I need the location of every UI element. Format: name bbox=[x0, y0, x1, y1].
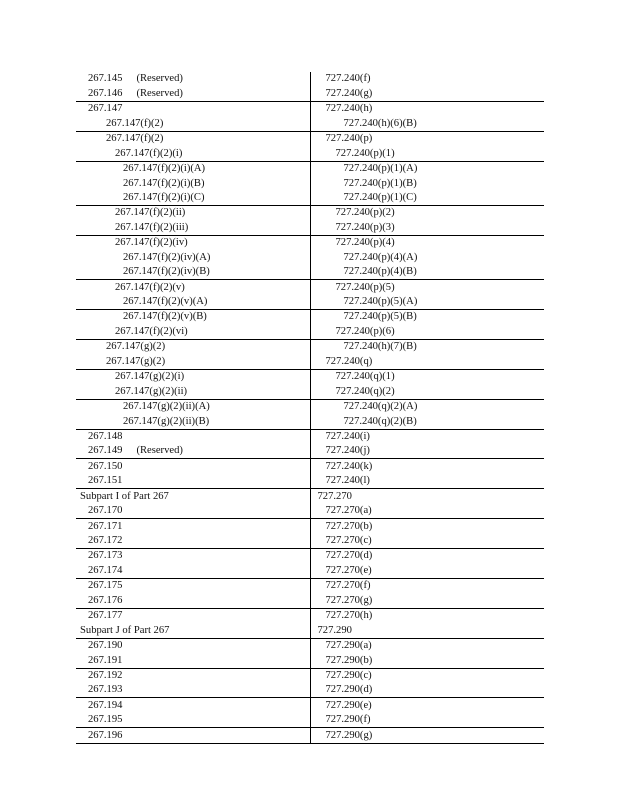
new-citation-cell bbox=[310, 384, 544, 399]
table-row bbox=[76, 444, 544, 459]
table-row bbox=[76, 161, 544, 176]
table-row bbox=[76, 295, 544, 310]
old-citation-cell bbox=[76, 608, 310, 623]
old-citation: 267.147(f)(2)(iv)(B) bbox=[123, 266, 210, 278]
old-citation: 267.191 bbox=[88, 654, 123, 666]
old-citation-cell bbox=[76, 668, 310, 683]
new-citation: 727.290(b) bbox=[325, 654, 373, 666]
old-citation: 267.147(f)(2)(i)(B) bbox=[123, 177, 205, 189]
old-citation-cell bbox=[76, 399, 310, 414]
table-row bbox=[76, 205, 544, 220]
table-row bbox=[76, 324, 544, 339]
new-citation: 727.290(c) bbox=[325, 669, 372, 681]
table-row bbox=[76, 146, 544, 161]
table-row bbox=[76, 474, 544, 489]
table-row bbox=[76, 489, 544, 504]
old-citation: 267.192 bbox=[88, 669, 123, 681]
new-citation: 727.240(g) bbox=[325, 87, 373, 99]
new-citation-cell bbox=[310, 653, 544, 668]
old-citation: 267.147(f)(2)(i) bbox=[115, 147, 183, 159]
old-citation: 267.147(f)(2)(i)(C) bbox=[123, 191, 205, 203]
old-citation-cell bbox=[76, 489, 310, 504]
new-citation-cell bbox=[310, 339, 544, 354]
old-citation-cell bbox=[76, 280, 310, 295]
new-citation: 727.240(q)(2)(B) bbox=[343, 415, 417, 427]
old-citation: 267.173 bbox=[88, 550, 123, 562]
old-citation: 267.147(f)(2) bbox=[106, 133, 164, 145]
table-row bbox=[76, 116, 544, 131]
old-citation-cell bbox=[76, 116, 310, 131]
old-citation-cell bbox=[76, 339, 310, 354]
new-citation: 727.270(a) bbox=[325, 505, 372, 517]
table-row bbox=[76, 593, 544, 608]
new-citation-cell bbox=[310, 116, 544, 131]
new-citation-cell bbox=[310, 728, 544, 743]
table-row bbox=[76, 131, 544, 146]
old-citation: 267.147(f)(2)(vi) bbox=[115, 325, 188, 337]
new-citation: 727.270(h) bbox=[325, 610, 373, 622]
new-citation-cell bbox=[310, 161, 544, 176]
new-citation-cell bbox=[310, 72, 544, 86]
new-citation-cell bbox=[310, 354, 544, 369]
old-citation: 267.147 bbox=[88, 103, 123, 115]
old-citation: 267.150 bbox=[88, 460, 123, 472]
new-citation: 727.240(p)(1)(B) bbox=[343, 177, 417, 189]
new-citation-cell bbox=[310, 191, 544, 206]
new-citation-cell bbox=[310, 623, 544, 638]
table-row bbox=[76, 265, 544, 280]
new-citation: 727.240(p)(4)(A) bbox=[343, 251, 418, 263]
new-citation: 727.270(g) bbox=[325, 594, 373, 606]
old-citation: 267.148 bbox=[88, 430, 123, 442]
table-row bbox=[76, 683, 544, 698]
table-row bbox=[76, 176, 544, 190]
new-citation: 727.240(p)(5)(A) bbox=[343, 296, 418, 307]
old-citation: Subpart I of Part 267 bbox=[80, 490, 169, 502]
old-citation-cell bbox=[76, 429, 310, 444]
new-citation-cell bbox=[310, 146, 544, 161]
cross-reference-table bbox=[76, 72, 544, 744]
new-citation: 727.270(f) bbox=[325, 580, 371, 592]
old-citation-cell bbox=[76, 191, 310, 206]
table-row bbox=[76, 72, 544, 86]
old-citation-cell bbox=[76, 459, 310, 474]
old-citation-cell bbox=[76, 295, 310, 310]
old-citation-cell bbox=[76, 369, 310, 384]
table-row bbox=[76, 563, 544, 578]
old-citation-cell bbox=[76, 728, 310, 743]
table-row bbox=[76, 698, 544, 713]
reserved-note: (Reserved) bbox=[136, 445, 183, 457]
new-citation: 727.290(g) bbox=[325, 729, 373, 741]
old-citation-cell bbox=[76, 713, 310, 728]
old-citation: 267.147(f)(2)(iv)(A) bbox=[123, 251, 211, 263]
new-citation: 727.240(j) bbox=[325, 445, 370, 457]
new-citation: 727.240(p)(4) bbox=[335, 237, 395, 249]
old-citation: 267.146 bbox=[88, 87, 123, 99]
old-citation: 267.177 bbox=[88, 610, 123, 622]
table-row bbox=[76, 280, 544, 295]
new-citation: 727.290(d) bbox=[325, 684, 373, 696]
table-row bbox=[76, 549, 544, 564]
new-citation-cell bbox=[310, 608, 544, 623]
new-citation-cell bbox=[310, 235, 544, 250]
old-citation-cell bbox=[76, 131, 310, 146]
new-citation: 727.240(p)(5)(B) bbox=[343, 311, 417, 323]
new-citation-cell bbox=[310, 250, 544, 264]
old-citation-cell bbox=[76, 324, 310, 339]
new-citation-cell bbox=[310, 683, 544, 698]
old-citation: 267.147(g)(2) bbox=[106, 341, 166, 353]
new-citation-cell bbox=[310, 578, 544, 593]
old-citation: 267.147(g)(2)(ii)(B) bbox=[123, 415, 210, 427]
old-citation: 267.174 bbox=[88, 564, 123, 576]
new-citation-cell bbox=[310, 534, 544, 549]
old-citation: 267.147(g)(2)(ii)(A) bbox=[123, 401, 210, 413]
old-citation: 267.195 bbox=[88, 714, 123, 726]
old-citation-cell bbox=[76, 310, 310, 325]
new-citation-cell bbox=[310, 280, 544, 295]
old-citation: 267.147(f)(2)(v) bbox=[115, 281, 185, 293]
new-citation: 727.270(c) bbox=[325, 535, 372, 546]
new-citation-cell bbox=[310, 698, 544, 713]
new-citation: 727.270(b) bbox=[325, 520, 373, 532]
new-citation-cell bbox=[310, 295, 544, 310]
new-citation: 727.240(f) bbox=[325, 73, 371, 85]
table-row bbox=[76, 399, 544, 414]
new-citation: 727.240(l) bbox=[325, 475, 370, 487]
table-row bbox=[76, 728, 544, 743]
new-citation-cell bbox=[310, 519, 544, 534]
old-citation-cell bbox=[76, 698, 310, 713]
old-citation-cell bbox=[76, 534, 310, 549]
new-citation-cell bbox=[310, 549, 544, 564]
old-citation-cell bbox=[76, 384, 310, 399]
new-citation: 727.290(e) bbox=[325, 699, 372, 711]
new-citation-cell bbox=[310, 489, 544, 504]
old-citation-cell bbox=[76, 504, 310, 519]
old-citation-cell bbox=[76, 623, 310, 638]
old-citation: 267.147(f)(2)(v)(A) bbox=[123, 296, 208, 307]
old-citation-cell bbox=[76, 549, 310, 564]
old-citation: 267.147(f)(2)(i)(A) bbox=[123, 163, 206, 175]
new-citation: 727.240(i) bbox=[325, 430, 370, 442]
table-row bbox=[76, 310, 544, 325]
new-citation-cell bbox=[310, 324, 544, 339]
table-row bbox=[76, 608, 544, 623]
old-citation-cell bbox=[76, 265, 310, 280]
old-citation-cell bbox=[76, 250, 310, 264]
old-citation-cell bbox=[76, 638, 310, 653]
new-citation: 727.240(p)(1) bbox=[335, 147, 395, 159]
old-citation-cell bbox=[76, 653, 310, 668]
new-citation-cell bbox=[310, 593, 544, 608]
table-row bbox=[76, 339, 544, 354]
table-row bbox=[76, 429, 544, 444]
new-citation-cell bbox=[310, 638, 544, 653]
old-citation: 267.147(g)(2)(i) bbox=[115, 371, 185, 383]
new-citation: 727.290(a) bbox=[325, 640, 372, 652]
old-citation: 267.149 bbox=[88, 445, 123, 457]
new-citation-cell bbox=[310, 399, 544, 414]
old-citation: 267.193 bbox=[88, 684, 123, 696]
old-citation: 267.147(f)(2)(v)(B) bbox=[123, 311, 207, 323]
new-citation: 727.240(p) bbox=[325, 133, 373, 145]
new-citation-cell bbox=[310, 563, 544, 578]
table-row bbox=[76, 653, 544, 668]
table-row bbox=[76, 638, 544, 653]
old-citation: 267.147(g)(2)(ii) bbox=[115, 385, 188, 397]
new-citation: 727.240(q)(1) bbox=[335, 371, 395, 383]
new-citation: 727.240(k) bbox=[325, 460, 373, 472]
new-citation: 727.240(h)(7)(B) bbox=[343, 341, 417, 353]
new-citation-cell bbox=[310, 668, 544, 683]
old-citation: Subpart J of Part 267 bbox=[80, 624, 170, 636]
old-citation: 267.147(g)(2) bbox=[106, 355, 166, 367]
old-citation-cell bbox=[76, 220, 310, 235]
reserved-note: (Reserved) bbox=[136, 87, 183, 99]
old-citation-cell bbox=[76, 519, 310, 534]
new-citation: 727.290 bbox=[317, 624, 352, 636]
old-citation: 267.147(f)(2)(iv) bbox=[115, 237, 188, 249]
old-citation: 267.151 bbox=[88, 475, 123, 487]
old-citation-cell bbox=[76, 161, 310, 176]
new-citation: 727.240(p)(2) bbox=[335, 207, 395, 219]
table-row bbox=[76, 384, 544, 399]
new-citation: 727.270 bbox=[317, 490, 352, 502]
new-citation: 727.240(p)(6) bbox=[335, 325, 395, 337]
old-citation: 267.176 bbox=[88, 594, 123, 606]
old-citation-cell bbox=[76, 683, 310, 698]
old-citation-cell bbox=[76, 444, 310, 459]
old-citation-cell bbox=[76, 235, 310, 250]
new-citation-cell bbox=[310, 220, 544, 235]
old-citation-cell bbox=[76, 205, 310, 220]
old-citation: 267.147(f)(2) bbox=[106, 117, 164, 129]
table-row bbox=[76, 623, 544, 638]
old-citation-cell bbox=[76, 354, 310, 369]
new-citation: 727.240(p)(5) bbox=[335, 281, 395, 293]
table-row bbox=[76, 86, 544, 101]
table-row bbox=[76, 191, 544, 206]
table-row bbox=[76, 354, 544, 369]
new-citation-cell bbox=[310, 131, 544, 146]
new-citation-cell bbox=[310, 265, 544, 280]
new-citation-cell bbox=[310, 459, 544, 474]
table-row bbox=[76, 459, 544, 474]
new-citation: 727.240(h) bbox=[325, 103, 373, 115]
old-citation-cell bbox=[76, 563, 310, 578]
new-citation-cell bbox=[310, 429, 544, 444]
old-citation-cell bbox=[76, 101, 310, 116]
new-citation-cell bbox=[310, 504, 544, 519]
old-citation: 267.145 bbox=[88, 73, 123, 85]
table-row bbox=[76, 369, 544, 384]
table-row bbox=[76, 250, 544, 264]
table-row bbox=[76, 519, 544, 534]
old-citation-cell bbox=[76, 146, 310, 161]
old-citation: 267.196 bbox=[88, 729, 123, 741]
old-citation-cell bbox=[76, 176, 310, 190]
new-citation-cell bbox=[310, 205, 544, 220]
old-citation: 267.147(f)(2)(ii) bbox=[115, 207, 186, 219]
new-citation: 727.290(f) bbox=[325, 714, 371, 726]
new-citation-cell bbox=[310, 310, 544, 325]
new-citation: 727.240(p)(3) bbox=[335, 221, 395, 233]
old-citation-cell bbox=[76, 72, 310, 86]
old-citation: 267.172 bbox=[88, 535, 123, 546]
old-citation-cell bbox=[76, 86, 310, 101]
table-row bbox=[76, 101, 544, 116]
new-citation-cell bbox=[310, 474, 544, 489]
new-citation-cell bbox=[310, 414, 544, 429]
new-citation: 727.240(q)(2) bbox=[335, 385, 395, 397]
new-citation-cell bbox=[310, 444, 544, 459]
new-citation-cell bbox=[310, 713, 544, 728]
old-citation: 267.170 bbox=[88, 505, 123, 517]
old-citation: 267.171 bbox=[88, 520, 123, 532]
new-citation: 727.240(q)(2)(A) bbox=[343, 401, 418, 413]
old-citation: 267.194 bbox=[88, 699, 123, 711]
old-citation: 267.175 bbox=[88, 580, 123, 592]
new-citation: 727.270(e) bbox=[325, 564, 372, 576]
new-citation-cell bbox=[310, 176, 544, 190]
reserved-note: (Reserved) bbox=[136, 73, 183, 85]
new-citation-cell bbox=[310, 369, 544, 384]
old-citation: 267.190 bbox=[88, 640, 123, 652]
old-citation-cell bbox=[76, 578, 310, 593]
table-row bbox=[76, 578, 544, 593]
new-citation: 727.240(p)(4)(B) bbox=[343, 266, 417, 278]
table-row bbox=[76, 220, 544, 235]
new-citation: 727.240(q) bbox=[325, 355, 373, 367]
new-citation-cell bbox=[310, 86, 544, 101]
table-row bbox=[76, 668, 544, 683]
table-row bbox=[76, 713, 544, 728]
new-citation: 727.240(h)(6)(B) bbox=[343, 117, 417, 129]
new-citation: 727.270(d) bbox=[325, 550, 373, 562]
table-row bbox=[76, 414, 544, 429]
new-citation: 727.240(p)(1)(A) bbox=[343, 163, 418, 175]
new-citation: 727.240(p)(1)(C) bbox=[343, 191, 417, 203]
old-citation-cell bbox=[76, 474, 310, 489]
new-citation-cell bbox=[310, 101, 544, 116]
table-row bbox=[76, 534, 544, 549]
old-citation-cell bbox=[76, 593, 310, 608]
old-citation: 267.147(f)(2)(iii) bbox=[115, 221, 189, 233]
old-citation-cell bbox=[76, 414, 310, 429]
table-row bbox=[76, 504, 544, 519]
table-row bbox=[76, 235, 544, 250]
cross-reference-body bbox=[76, 72, 544, 743]
